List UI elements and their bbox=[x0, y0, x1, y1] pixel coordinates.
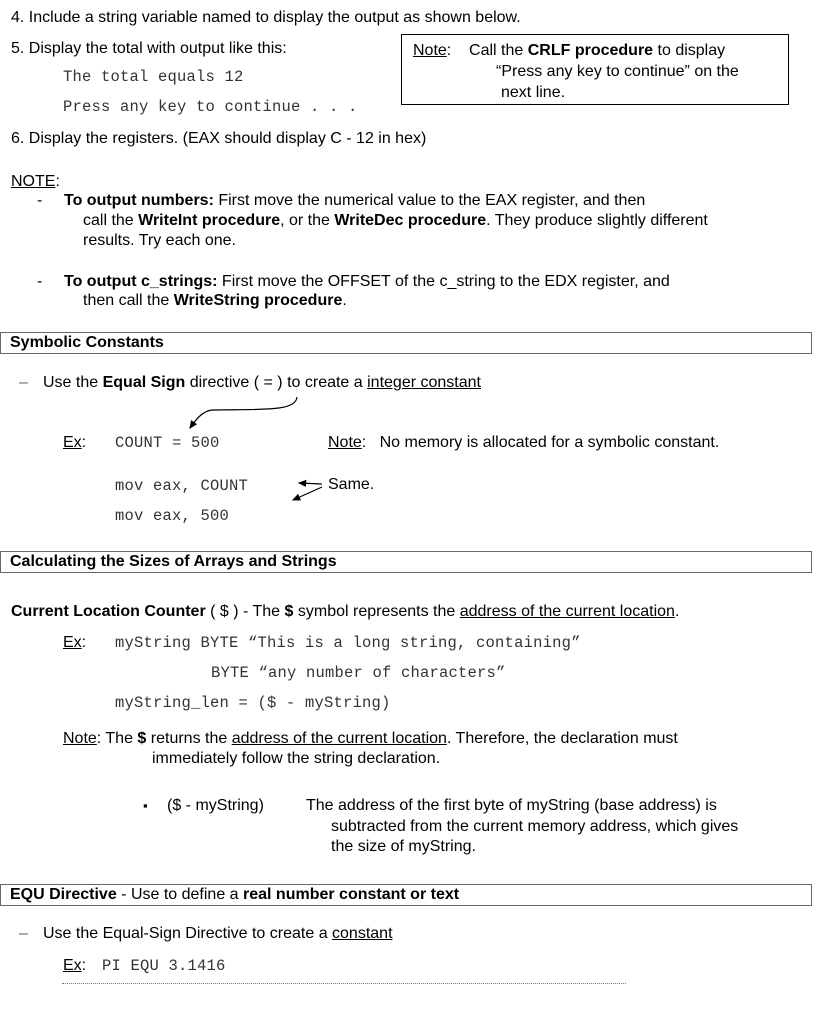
note-bullet-1-dash: - bbox=[37, 192, 43, 209]
equ-dash: – bbox=[19, 925, 28, 942]
item-4-number: 4. bbox=[11, 9, 25, 26]
arrays-bullet-line1: The address of the first byte of myString (base address) is bbox=[306, 797, 717, 814]
location-counter-end: . bbox=[674, 603, 680, 620]
same-arrow-lower bbox=[293, 487, 322, 500]
symbolic-code-mov-count: mov eax, COUNT bbox=[115, 477, 249, 495]
location-counter-mid: - The bbox=[238, 603, 285, 620]
note-bullet-2-dash: - bbox=[37, 273, 43, 290]
crlf-note-line3: next line. bbox=[501, 84, 566, 101]
arrays-bullet-line2: subtracted from the current memory address, which gives bbox=[331, 818, 739, 835]
arrays-ex-text: Ex bbox=[63, 634, 82, 651]
arrays-note-t2: returns the bbox=[146, 730, 232, 747]
arrays-code-len: myString_len = ($ - myString) bbox=[115, 694, 391, 712]
crlf-procedure-term: CRLF procedure bbox=[527, 42, 654, 59]
note-bullet-1-t3: , or the bbox=[280, 212, 335, 229]
crlf-note-line2: “Press any key to continue” on the bbox=[496, 63, 739, 80]
location-counter-term: Current Location Counter bbox=[11, 603, 206, 620]
equ-code-pi: PI EQU 3.1416 bbox=[102, 957, 226, 975]
integer-constant-term: integer constant bbox=[367, 374, 481, 391]
note-bullet-1-line3: results. Try each one. bbox=[83, 232, 236, 249]
dollar-symbol: $ bbox=[284, 603, 294, 620]
location-counter-paren: ( $ ) bbox=[205, 603, 239, 620]
arrays-bullet-line3: the size of myString. bbox=[331, 838, 476, 855]
note-bullet-1-t4: . They produce slightly different bbox=[486, 212, 708, 229]
symbolic-note-colon: : bbox=[361, 434, 367, 451]
item-4-text: Include a string variable named to display the output as shown below. bbox=[28, 9, 521, 26]
equ-ex-text: Ex bbox=[63, 957, 82, 974]
note-bullet-2-t2: then call the bbox=[83, 292, 174, 309]
symbolic-intro-pre: Use the bbox=[43, 374, 103, 391]
note-bullet-2-text: First move the OFFSET of the c_string to the EDX register, and bbox=[217, 273, 670, 290]
arrays-note-dollar: $ bbox=[137, 730, 147, 747]
crlf-note-post: to display bbox=[653, 42, 726, 59]
writestring-term: WriteString procedure bbox=[173, 292, 343, 309]
note-bullet-2-term: To output c_strings: bbox=[64, 273, 218, 290]
arrays-code-mystring: myString BYTE “This is a long string, containing” bbox=[115, 634, 581, 652]
note-heading-colon: : bbox=[55, 173, 60, 190]
equ-header-term: EQU Directive bbox=[10, 886, 117, 903]
equ-header-term2: real number constant or text bbox=[243, 886, 460, 903]
same-arrow-upper bbox=[299, 483, 322, 484]
arrays-ex-colon: : bbox=[81, 634, 87, 651]
symbolic-ex-colon: : bbox=[81, 434, 87, 451]
equ-header-mid: - Use to define a bbox=[116, 886, 244, 903]
note-heading-label: NOTE bbox=[11, 173, 56, 190]
current-location-address-term: address of the current location bbox=[459, 603, 675, 620]
item-5-code-press: Press any key to continue . . . bbox=[63, 98, 358, 116]
item-5-text: Display the total with output like this: bbox=[28, 40, 287, 57]
symbolic-ex-text: Ex bbox=[63, 434, 82, 451]
arrays-code-byte: BYTE “any number of characters” bbox=[211, 664, 506, 682]
crlf-note-label: Note bbox=[413, 42, 447, 59]
arrays-note-colon: : bbox=[96, 730, 102, 747]
constant-term: constant bbox=[332, 925, 393, 942]
item-6-number: 6. bbox=[11, 130, 25, 147]
arrays-bullet-marker: ▪ bbox=[143, 798, 148, 813]
writeint-term: WriteInt procedure bbox=[138, 212, 281, 229]
arrays-bullet-term: ($ - myString) bbox=[167, 797, 264, 814]
equal-sign-pointer-arrow bbox=[190, 397, 297, 428]
arrays-note-line2: immediately follow the string declaration. bbox=[152, 750, 441, 767]
symbolic-code-mov-500: mov eax, 500 bbox=[115, 507, 230, 525]
arrays-note-t1: The bbox=[101, 730, 138, 747]
symbolic-note-label: Note bbox=[328, 434, 362, 451]
symbolic-constants-header: Symbolic Constants bbox=[0, 332, 812, 354]
note-bullet-1-t2: call the bbox=[83, 212, 139, 229]
note-bullet-1-term: To output numbers: bbox=[64, 192, 214, 209]
arrays-strings-header: Calculating the Sizes of Arrays and Strings bbox=[0, 551, 812, 573]
item-5-number: 5. bbox=[11, 40, 25, 57]
symbolic-dash: – bbox=[19, 374, 28, 391]
symbolic-note-text: No memory is allocated for a symbolic constant. bbox=[379, 434, 720, 451]
arrays-note-link: address of the current location bbox=[231, 730, 447, 747]
arrays-note-label: Note bbox=[63, 730, 97, 747]
arrays-note-t3: . Therefore, the declaration must bbox=[446, 730, 678, 747]
crlf-note-colon: : bbox=[446, 42, 452, 59]
equal-sign-term: Equal Sign bbox=[102, 374, 186, 391]
equ-ex-colon: : bbox=[81, 957, 87, 974]
item-6-text: Display the registers. (EAX should display C - 12 in hex) bbox=[28, 130, 427, 147]
note-bullet-1-text: First move the numerical value to the EAX register, and then bbox=[213, 192, 646, 209]
note-bullet-2-t3: . bbox=[342, 292, 347, 309]
symbolic-code-count: COUNT = 500 bbox=[115, 434, 220, 452]
location-counter-text: symbol represents the bbox=[293, 603, 460, 620]
same-label: Same. bbox=[328, 476, 375, 493]
crlf-note-pre: Call the bbox=[469, 42, 528, 59]
symbolic-intro-mid: directive ( = ) to create a bbox=[185, 374, 368, 391]
equ-intro-pre: Use the Equal-Sign Directive to create a bbox=[43, 925, 333, 942]
item-5-code-total: The total equals 12 bbox=[63, 68, 244, 86]
writedec-term: WriteDec procedure bbox=[334, 212, 487, 229]
